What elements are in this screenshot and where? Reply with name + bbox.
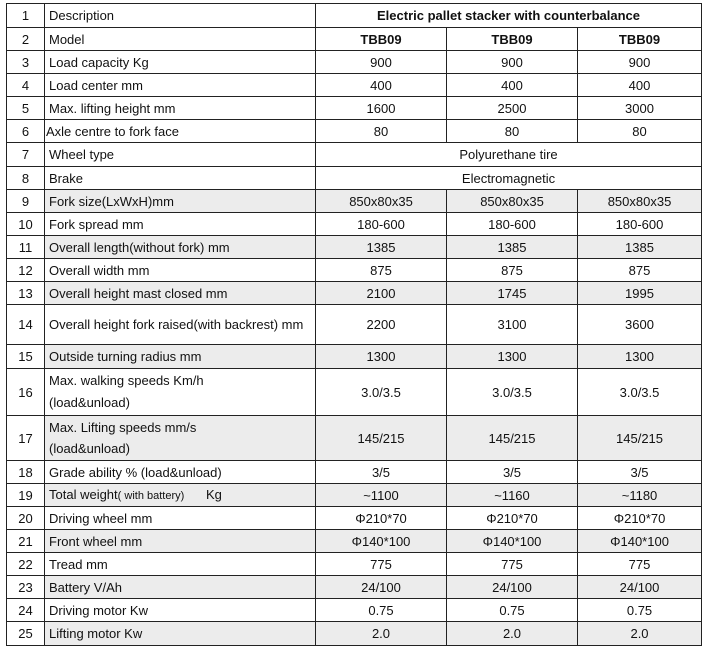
value-cell: 875 [447, 259, 578, 282]
value-cell: Φ140*100 [447, 530, 578, 553]
row-number: 21 [7, 530, 45, 553]
value-cell: 1385 [578, 236, 702, 259]
row-number: 1 [7, 4, 45, 28]
row-number: 5 [7, 97, 45, 120]
row-number: 9 [7, 190, 45, 213]
spec-table [6, 3, 702, 646]
model-cell: TBB09 [578, 28, 702, 51]
value-cell: 1995 [578, 282, 702, 305]
table-row [7, 530, 702, 553]
value-cell: 850x80x35 [447, 190, 578, 213]
row-number: 13 [7, 282, 45, 305]
value-cell: 875 [578, 259, 702, 282]
value-cell: 775 [316, 553, 447, 576]
row-number: 2 [7, 28, 45, 51]
table-row [7, 259, 702, 282]
model-cell: TBB09 [447, 28, 578, 51]
value-cell: 0.75 [447, 599, 578, 622]
row-description: Load center mm [45, 74, 316, 97]
row-number: 23 [7, 576, 45, 599]
value-cell: 3/5 [578, 461, 702, 484]
value-cell: 3100 [447, 305, 578, 345]
value-cell: 1300 [578, 345, 702, 369]
row-number: 8 [7, 167, 45, 190]
table-row [7, 576, 702, 599]
table-row [7, 120, 702, 143]
merged-value-cell: Electromagnetic [316, 167, 702, 190]
value-cell: 1300 [316, 345, 447, 369]
table-row [7, 622, 702, 646]
row-description: Description [45, 4, 316, 28]
value-cell: 400 [578, 74, 702, 97]
value-cell: 3/5 [316, 461, 447, 484]
row-number: 3 [7, 51, 45, 74]
row-number: 16 [7, 369, 45, 416]
value-cell: 80 [578, 120, 702, 143]
value-cell: 1600 [316, 97, 447, 120]
value-cell: 180-600 [447, 213, 578, 236]
row-description: Brake [45, 167, 316, 190]
table-row [7, 461, 702, 484]
value-cell: 775 [578, 553, 702, 576]
value-cell: Φ140*100 [578, 530, 702, 553]
row-description: Grade ability % (load&unload) [45, 461, 316, 484]
row-description: Model [45, 28, 316, 51]
value-cell: 2.0 [578, 622, 702, 646]
row-number: 15 [7, 345, 45, 369]
row-number: 12 [7, 259, 45, 282]
row-description [45, 369, 316, 416]
row-description: Wheel type [45, 143, 316, 167]
table-row [7, 97, 702, 120]
row-number: 24 [7, 599, 45, 622]
row-description: Overall height fork raised(with backrest) mm [45, 305, 316, 345]
row-number: 17 [7, 416, 45, 461]
row-description: Overall height mast closed mm [45, 282, 316, 305]
table-row [7, 4, 702, 28]
row-description-line: Max. Lifting speeds mm/s [49, 420, 197, 435]
value-cell: ~1100 [316, 484, 447, 507]
row-description: Lifting motor Kw [45, 622, 316, 646]
row-number: 14 [7, 305, 45, 345]
value-cell: ~1180 [578, 484, 702, 507]
row-number: 22 [7, 553, 45, 576]
table-row [7, 143, 702, 167]
value-cell: 900 [316, 51, 447, 74]
value-cell: 850x80x35 [316, 190, 447, 213]
value-cell: 1385 [447, 236, 578, 259]
value-cell: 875 [316, 259, 447, 282]
table-row [7, 369, 702, 416]
row-description-unit: Kg [184, 486, 222, 502]
table-row [7, 51, 702, 74]
value-cell: 3.0/3.5 [578, 369, 702, 416]
row-description: Overall width mm [45, 259, 316, 282]
value-cell: 1745 [447, 282, 578, 305]
value-cell: 400 [316, 74, 447, 97]
value-cell: 0.75 [316, 599, 447, 622]
row-description: Max. lifting height mm [45, 97, 316, 120]
value-cell: 850x80x35 [578, 190, 702, 213]
table-row [7, 345, 702, 369]
value-cell: 775 [447, 553, 578, 576]
value-cell: 400 [447, 74, 578, 97]
table-row [7, 74, 702, 97]
row-description: Load capacity Kg [45, 51, 316, 74]
value-cell: Φ140*100 [316, 530, 447, 553]
value-cell: 2100 [316, 282, 447, 305]
row-description: Axle centre to fork face [45, 120, 316, 143]
table-row [7, 190, 702, 213]
row-description: Tread mm [45, 553, 316, 576]
value-cell: 145/215 [316, 416, 447, 461]
row-description-line: (load&unload) [49, 441, 130, 456]
row-description: Front wheel mm [45, 530, 316, 553]
row-description-line: Max. walking speeds Km/h [49, 373, 204, 388]
value-cell: 145/215 [447, 416, 578, 461]
value-cell: 900 [578, 51, 702, 74]
value-cell: 3.0/3.5 [316, 369, 447, 416]
value-cell: 180-600 [578, 213, 702, 236]
row-number: 20 [7, 507, 45, 530]
merged-value-cell: Polyurethane tire [316, 143, 702, 167]
value-cell: 145/215 [578, 416, 702, 461]
value-cell: 80 [447, 120, 578, 143]
table-row [7, 507, 702, 530]
value-cell: 0.75 [578, 599, 702, 622]
value-cell: 24/100 [316, 576, 447, 599]
value-cell: 2200 [316, 305, 447, 345]
row-description: Outside turning radius mm [45, 345, 316, 369]
row-description: Battery V/Ah [45, 576, 316, 599]
row-description [45, 484, 316, 507]
row-description [45, 416, 316, 461]
value-cell: 2.0 [316, 622, 447, 646]
row-number: 11 [7, 236, 45, 259]
value-cell: Φ210*70 [316, 507, 447, 530]
row-description: Overall length(without fork) mm [45, 236, 316, 259]
value-cell: 1385 [316, 236, 447, 259]
table-row [7, 599, 702, 622]
row-description-line: (load&unload) [49, 395, 130, 410]
row-description-note: ( with battery) [117, 489, 185, 502]
table-row [7, 305, 702, 345]
table-row [7, 416, 702, 461]
row-description: Fork spread mm [45, 213, 316, 236]
row-number: 4 [7, 74, 45, 97]
value-cell: 2.0 [447, 622, 578, 646]
value-cell: 2500 [447, 97, 578, 120]
table-row [7, 553, 702, 576]
value-cell: Φ210*70 [447, 507, 578, 530]
spec-table-container [6, 3, 701, 646]
row-description: Fork size(LxWxH)mm [45, 190, 316, 213]
table-row [7, 282, 702, 305]
table-row [7, 213, 702, 236]
value-cell: 3/5 [447, 461, 578, 484]
row-number: 19 [7, 484, 45, 507]
value-cell: 3000 [578, 97, 702, 120]
model-cell: TBB09 [316, 28, 447, 51]
value-cell: 180-600 [316, 213, 447, 236]
value-cell: 24/100 [578, 576, 702, 599]
value-cell: 1300 [447, 345, 578, 369]
table-row [7, 167, 702, 190]
row-description: Driving wheel mm [45, 507, 316, 530]
row-number: 10 [7, 213, 45, 236]
row-number: 6 [7, 120, 45, 143]
value-cell: 3.0/3.5 [447, 369, 578, 416]
row-description: Driving motor Kw [45, 599, 316, 622]
value-cell: 80 [316, 120, 447, 143]
row-number: 18 [7, 461, 45, 484]
table-row [7, 484, 702, 507]
table-row [7, 236, 702, 259]
row-number: 25 [7, 622, 45, 646]
value-cell: 24/100 [447, 576, 578, 599]
table-header-title: Electric pallet stacker with counterbalance [316, 4, 702, 28]
value-cell: 900 [447, 51, 578, 74]
value-cell: 3600 [578, 305, 702, 345]
row-description-main: Total weight [49, 486, 118, 502]
value-cell: Φ210*70 [578, 507, 702, 530]
table-row [7, 28, 702, 51]
value-cell: ~1160 [447, 484, 578, 507]
row-number: 7 [7, 143, 45, 167]
